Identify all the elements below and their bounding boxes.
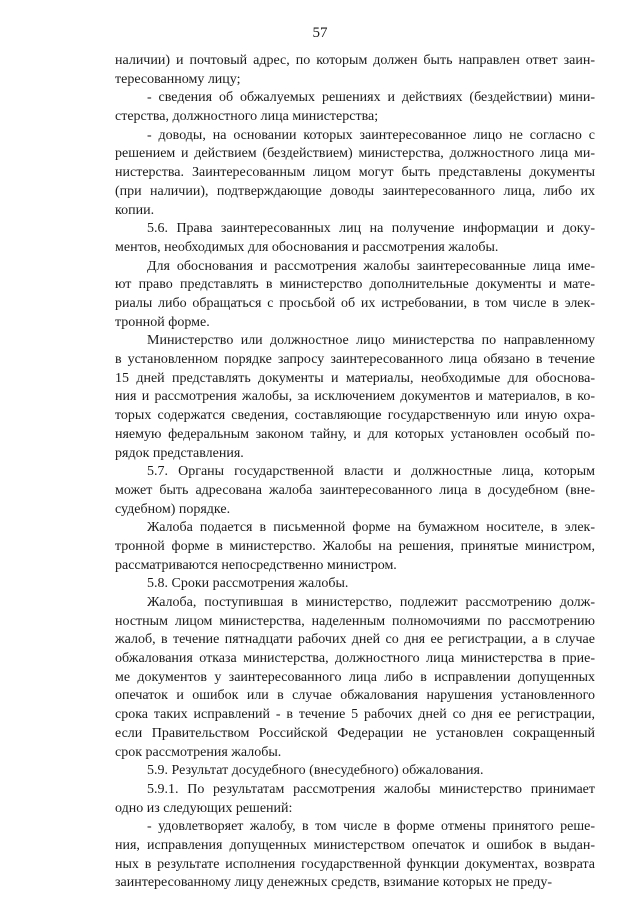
text-line: Жалоба, поступившая в министерство, подлежит рассмотрению долж- [147,595,595,610]
section-heading-5-6: 5.6. Права заинтересованных лиц на получение информации и доку- [147,221,595,237]
text-line: торых содержатся сведения, составляющие государственную или иную охра- [115,408,595,424]
text-line: (при наличии), подтверждающие доводы заинтересованного лица, либо их [115,183,595,199]
text-line: - доводы, на основании которых заинтересованное лицо не согласно с [147,127,595,143]
section-heading-5-8: 5.8. Сроки рассмотрения жалобы. [147,576,349,592]
text-line: ния и рассмотрения жалобы, за исключением документов и материалов, в ко- [115,389,595,405]
text-line: 15 дней представлять документы и материалы, необходимые для обоснова- [115,370,595,386]
text-line: ют право представлять в министерство дополнительные документы и мате- [115,277,595,293]
text-line: судебном) порядке. [115,501,231,517]
text-line: тересованному лицу; [115,71,241,87]
section-heading-5-7: 5.7. Органы государственной власти и должностные лица, которым [147,464,595,480]
text-line: стерства, должностного лица министерства; [115,109,379,125]
text-line: няемую федеральным законом тайну, и для которых установлен особый по- [115,426,595,442]
text-line: ных в результате исполнения государственной функции документах, возврата [115,856,595,872]
text-line: опечаток и ошибок или в случае обжалования нарушения установленного [115,688,595,704]
text-line: рассматриваются непосредственно министром. [115,557,397,573]
text-line: рядок представления. [115,445,244,461]
text-line: жалоб, в течение пятнадцати рабочих дней со дня ее регистрации, а в случае [115,632,595,648]
text-line: Жалоба подается в письменной форме на бумажном носителе, в элек- [147,520,595,536]
text-line: срок рассмотрения жалобы. [115,744,282,760]
text-line: срока таких исправлений - в течение 5 рабочих дней со дня ее регистрации, [115,707,595,723]
text-line: копии. [115,202,155,218]
text-line: заинтересованному лицу денежных средств, взимание которых не преду- [115,875,553,891]
text-line: - сведения об обжалуемых решениях и действиях (бездействии) мини- [147,90,595,106]
text-line: в установленном порядке запросу заинтересованного лица обязано в течение [115,352,595,367]
text-line: ния, исправления допущенных министерством опечаток и ошибок в выдан- [115,837,595,853]
text-line: 5.9. Результат досудебного (внесудебного) обжалования. [147,763,484,779]
text-line: ме документов у заинтересованного лица либо в исправлении допущенных [115,669,595,685]
text-line: ментов, необходимых для обоснования и рассмотрения жалобы. [115,239,499,255]
text-line: Для обоснования и рассмотрения жалобы заинтересованные лица име- [147,258,595,274]
text-line: тронной форме в министерство. Жалобы на решения, принятые министром, [115,538,595,554]
text-line: - удовлетворяет жалобу, в том числе в форме отмены принятого реше- [147,819,595,835]
text-line: одно из следующих решений: [115,800,293,816]
text-line: обжалования отказа министерства, должностного лица министерства в прие- [115,651,595,666]
text-line: риалы либо обращаться с просьбой об их истребовании, в том числе в элек- [115,296,595,311]
text-line: наличии) и почтовый адрес, по которым должен быть направлен ответ заин- [115,53,595,68]
page-number: 57 [312,25,328,41]
text-line: тронной форме. [115,314,210,330]
text-line: 5.9.1. По результатам рассмотрения жалобы министерство принимает [147,781,595,797]
text-line: если Правительством Российской Федерации не установлен сокращенный [115,725,595,741]
text-line: решением и действием (бездействием) министерства, должностного лица ми- [115,146,595,162]
text-line: может быть адресована жалоба заинтересованного лица в досудебном (вне- [115,482,595,498]
text-line: нистерства. Заинтересованным лицом могут быть представлены документы [115,165,595,181]
text-line: ностным лицом министерства, наделенным полномочиями по рассмотрению [115,613,595,629]
text-line: Министерство или должностное лицо министерства по направленному [147,333,595,349]
